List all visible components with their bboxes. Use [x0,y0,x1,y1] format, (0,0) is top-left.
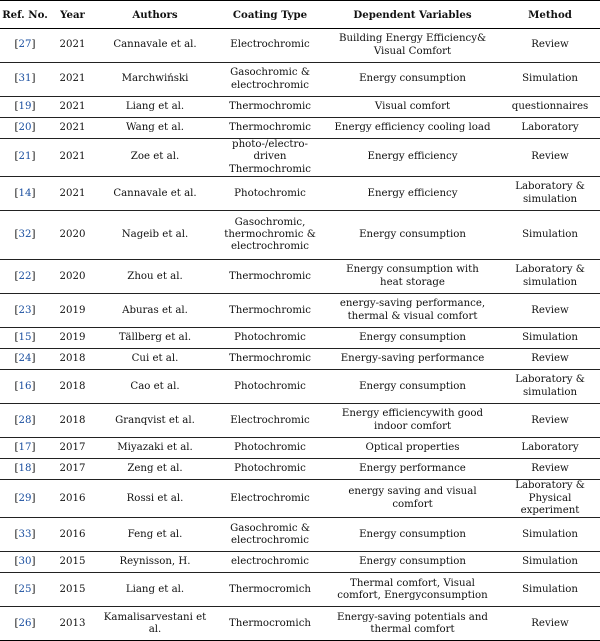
year-cell-text: 2021 [59,100,86,112]
coating-cell [215,63,325,97]
coating-cell-text: Thermochromic [229,100,311,112]
coating-cell-text: Gasochromic, thermochromic & electrochromic [224,216,316,253]
ref-cell: [32] [0,211,50,260]
method-cell [500,480,600,518]
dependent-cell-text: Energy-saving potentials and thermal comfort [337,611,488,635]
dependent-cell [325,404,500,438]
dependent-cell-text: Energy-saving performance [340,353,485,365]
year-cell-text: 2021 [59,151,86,163]
method-cell-text: Simulation [522,229,578,241]
table-header [0,1,600,29]
coating-cell-text: electrochromic [230,556,309,568]
dependent-cell-text: Energy efficiencywith good indoor comfort [341,408,484,432]
authors-cell-text: Zoe et al. [130,151,180,163]
coating-cell [215,139,325,177]
year-cell-text: 2018 [59,380,86,392]
dependent-cell [325,294,500,328]
coating-cell-text: Photochromic [234,187,306,199]
coating-cell [215,211,325,260]
method-cell-text: Simulation [522,583,578,595]
ref-cell: [23] [0,294,50,328]
dependent-cell-text: Building Energy Efficiency& Visual Comfort [338,33,487,57]
dependent-cell-text: Energy consumption [359,229,466,241]
coating-cell-text: Thermochromic [229,304,311,316]
reference-link[interactable]: 24 [18,353,32,365]
year-cell [50,177,95,211]
authors-cell [95,349,215,370]
coating-cell [215,328,325,349]
table-row [0,211,600,260]
authors-cell [95,260,215,294]
reference-link[interactable]: 29 [18,492,32,504]
dependent-cell-text: Energy consumption [359,556,466,568]
reference-link[interactable]: 27 [18,39,32,51]
reference-link[interactable]: 22 [18,270,32,282]
ref-cell: [21] [0,139,50,177]
coating-cell [215,260,325,294]
reference-link[interactable]: 33 [18,528,32,540]
authors-cell [95,459,215,480]
table-row [0,328,600,349]
authors-cell-text: Tällberg et al. [118,332,192,344]
authors-cell-text: Liang et al. [125,583,185,595]
table-row [0,552,600,573]
dependent-cell-text: Energy consumption with heat storage [346,264,479,288]
method-cell-text: Review [531,414,569,426]
ref-cell: [17] [0,438,50,459]
authors-cell [95,404,215,438]
coating-cell-text: Thermochromic [229,121,311,133]
year-cell [50,573,95,607]
authors-cell [95,29,215,63]
year-cell [50,294,95,328]
method-cell [500,370,600,404]
coating-cell-text: Thermocromich [229,583,311,595]
authors-cell [95,97,215,118]
reference-link[interactable]: 26 [18,617,32,629]
method-cell-text: Review [531,353,569,365]
method-cell [500,328,600,349]
method-cell-text: Laboratory & simulation [515,181,585,205]
method-cell [500,404,600,438]
method-cell-text: Laboratory [521,442,579,454]
method-cell [500,573,600,607]
year-cell [50,404,95,438]
dependent-cell-text: Optical properties [365,442,460,454]
dependent-cell [325,480,500,518]
table-row [0,260,600,294]
reference-link[interactable]: 18 [18,463,32,475]
year-cell [50,118,95,139]
authors-cell-text: Cannavale et al. [113,39,197,51]
table-row [0,518,600,552]
header-coating-type: Coating Type [215,1,325,29]
dependent-cell [325,607,500,641]
coating-cell-text: Thermochromic [229,270,311,282]
reference-link[interactable]: 31 [18,73,32,85]
table-row [0,294,600,328]
reference-link[interactable]: 15 [18,332,32,344]
dependent-cell-text: energy-saving performance, thermal & visual comfort [339,298,486,322]
coating-cell [215,552,325,573]
authors-cell-text: Granqvist et al. [115,414,195,426]
ref-cell: [24] [0,349,50,370]
year-cell [50,480,95,518]
table-row [0,370,600,404]
authors-cell-text: Cui et al. [131,353,179,365]
reference-link[interactable]: 25 [18,583,32,595]
year-cell [50,552,95,573]
dependent-cell [325,349,500,370]
method-cell [500,349,600,370]
method-cell [500,177,600,211]
method-cell-text: Laboratory [521,121,579,133]
coating-cell-text: Electrochromic [230,492,310,504]
table-row [0,139,600,177]
coating-cell-text: Thermocromich [229,617,311,629]
method-cell [500,211,600,260]
authors-cell-text: Miyazaki et al. [117,442,193,454]
coating-cell-text: Gasochromic & electrochromic [230,67,310,91]
reference-link[interactable]: 28 [18,414,32,426]
year-cell-text: 2018 [59,414,86,426]
coating-cell [215,518,325,552]
year-cell [50,607,95,641]
coating-cell-text: Photochromic [234,332,306,344]
coating-cell [215,404,325,438]
dependent-cell [325,370,500,404]
coating-cell [215,349,325,370]
ref-cell: [18] [0,459,50,480]
header-method: Method [500,1,600,29]
year-cell-text: 2021 [59,39,86,51]
coating-cell-text: Photochromic [234,380,306,392]
table-row [0,573,600,607]
method-cell-text: Review [531,39,569,51]
header-year: Year [50,1,95,29]
method-cell [500,438,600,459]
authors-cell [95,573,215,607]
year-cell-text: 2013 [59,617,86,629]
authors-cell [95,211,215,260]
authors-cell-text: Cao et al. [130,380,180,392]
ref-cell: [22] [0,260,50,294]
coating-cell-text: photo-/electro-driven Thermochromic [229,139,311,175]
coating-cell [215,573,325,607]
ref-cell: [26] [0,607,50,641]
authors-cell-text: Marchwiński [121,73,189,85]
dependent-cell-text: Thermal comfort, Visual comfort, Energyconsumption [337,577,488,601]
year-cell [50,63,95,97]
ref-cell: [25] [0,573,50,607]
dependent-cell [325,118,500,139]
year-cell-text: 2015 [59,583,86,595]
authors-cell [95,370,215,404]
year-cell [50,518,95,552]
year-cell [50,29,95,63]
authors-cell-text: Cannavale et al. [113,187,197,199]
year-cell-text: 2016 [59,528,86,540]
authors-cell [95,63,215,97]
header-row [0,1,600,29]
dependent-cell-text: Energy performance [359,463,466,475]
coating-cell-text: Photochromic [234,463,306,475]
authors-cell-text: Aburas et al. [122,304,188,316]
method-cell-text: Simulation [522,556,578,568]
reference-link[interactable]: 14 [18,187,32,199]
table-row [0,607,600,641]
method-cell [500,260,600,294]
year-cell [50,139,95,177]
coating-cell [215,118,325,139]
table-row [0,29,600,63]
method-cell [500,607,600,641]
dependent-cell-text: Energy efficiency [367,187,458,199]
dependent-cell [325,211,500,260]
authors-cell-text: Reynisson, H. [119,556,191,568]
reference-link[interactable]: 17 [18,442,32,454]
ref-cell: [14] [0,177,50,211]
coating-cell-text: Electrochromic [230,414,310,426]
method-cell-text: Simulation [522,332,578,344]
dependent-cell [325,29,500,63]
dependent-cell [325,177,500,211]
table-row [0,63,600,97]
ref-cell: [33] [0,518,50,552]
method-cell [500,97,600,118]
coating-cell [215,607,325,641]
coating-cell-text: Gasochromic & electrochromic [230,522,310,546]
authors-cell [95,294,215,328]
table-body [0,29,600,641]
reference-link[interactable]: 32 [18,229,32,241]
table-row [0,349,600,370]
method-cell-text: Review [531,617,569,629]
coating-cell [215,459,325,480]
year-cell [50,260,95,294]
dependent-cell [325,573,500,607]
table-row [0,480,600,518]
method-cell [500,459,600,480]
authors-cell [95,438,215,459]
authors-cell [95,177,215,211]
dependent-cell-text: Energy efficiency [367,151,458,163]
authors-cell-text: Zeng et al. [127,463,183,475]
ref-cell: [15] [0,328,50,349]
reference-link[interactable]: 23 [18,304,32,316]
year-cell [50,459,95,480]
year-cell-text: 2019 [59,332,86,344]
method-cell [500,29,600,63]
dependent-cell [325,260,500,294]
dependent-cell [325,328,500,349]
year-cell-text: 2021 [59,187,86,199]
dependent-cell [325,459,500,480]
year-cell-text: 2020 [59,229,86,241]
method-cell-text: Simulation [522,528,578,540]
authors-cell [95,518,215,552]
reference-link[interactable]: 16 [18,380,32,392]
dependent-cell [325,63,500,97]
method-cell-text: Review [531,304,569,316]
year-cell-text: 2015 [59,556,86,568]
coating-cell [215,97,325,118]
authors-cell-text: Liang et al. [125,100,185,112]
year-cell [50,328,95,349]
year-cell [50,370,95,404]
coating-cell [215,177,325,211]
year-cell [50,97,95,118]
dependent-cell [325,97,500,118]
year-cell-text: 2019 [59,304,86,316]
dependent-cell-text: Energy consumption [359,73,466,85]
header-authors: Authors [95,1,215,29]
year-cell [50,438,95,459]
year-cell-text: 2021 [59,121,86,133]
method-cell [500,294,600,328]
authors-cell-text: Kamalisarvestani et al. [103,611,207,635]
coating-cell [215,370,325,404]
reference-link[interactable]: 30 [18,556,32,568]
reference-link[interactable]: 19 [18,100,32,112]
method-cell [500,118,600,139]
dependent-cell [325,139,500,177]
authors-cell [95,328,215,349]
table-row [0,97,600,118]
year-cell-text: 2020 [59,270,86,282]
dependent-cell [325,438,500,459]
dependent-cell-text: Visual comfort [374,100,451,112]
method-cell [500,552,600,573]
method-cell-text: Review [531,463,569,475]
dependent-cell-text: Energy consumption [359,332,466,344]
authors-cell-text: Feng et al. [127,528,183,540]
year-cell-text: 2016 [59,492,86,504]
coating-cell [215,480,325,518]
coating-cell [215,29,325,63]
table-row [0,177,600,211]
authors-cell-text: Nageib et al. [121,229,189,241]
authors-cell [95,607,215,641]
dependent-cell-text: Energy efficiency cooling load [334,121,491,133]
year-cell-text: 2017 [59,442,86,454]
table-row [0,438,600,459]
authors-cell [95,552,215,573]
ref-cell: [30] [0,552,50,573]
year-cell-text: 2021 [59,73,86,85]
authors-cell [95,118,215,139]
method-cell-text: questionnaires [511,100,589,112]
authors-cell-text: Wang et al. [126,121,184,133]
ref-cell: [28] [0,404,50,438]
dependent-cell [325,552,500,573]
dependent-cell [325,518,500,552]
authors-cell [95,139,215,177]
dependent-cell-text: Energy consumption [359,380,466,392]
method-cell-text: Review [531,151,569,163]
dependent-cell-text: energy saving and visual comfort [348,486,477,510]
coating-cell [215,294,325,328]
coating-cell-text: Photochromic [234,442,306,454]
year-cell-text: 2018 [59,353,86,365]
authors-cell-text: Zhou et al. [127,270,183,282]
coating-cell-text: Electrochromic [230,39,310,51]
ref-cell: [31] [0,63,50,97]
ref-cell: [20] [0,118,50,139]
method-cell-text: Simulation [522,73,578,85]
table-row [0,404,600,438]
coating-cell-text: Thermochromic [229,353,311,365]
table-row [0,118,600,139]
method-cell-text: Laboratory & simulation [515,264,585,288]
ref-cell: [29] [0,480,50,518]
year-cell [50,211,95,260]
year-cell-text: 2017 [59,463,86,475]
coating-cell [215,438,325,459]
authors-cell-text: Rossi et al. [126,492,184,504]
table-row [0,459,600,480]
ref-cell: [27] [0,29,50,63]
method-cell-text: Laboratory & Physical experiment [515,480,585,517]
method-cell [500,518,600,552]
dependent-cell-text: Energy consumption [359,528,466,540]
reference-link[interactable]: 21 [18,151,32,163]
method-cell [500,63,600,97]
reference-link[interactable]: 20 [18,121,32,133]
ref-cell: [19] [0,97,50,118]
header-ref-no: Ref. No. [0,1,50,29]
method-cell [500,139,600,177]
header-dependent-variables: Dependent Variables [325,1,500,29]
year-cell [50,349,95,370]
ref-cell: [16] [0,370,50,404]
authors-cell [95,480,215,518]
method-cell-text: Laboratory & simulation [515,374,585,398]
